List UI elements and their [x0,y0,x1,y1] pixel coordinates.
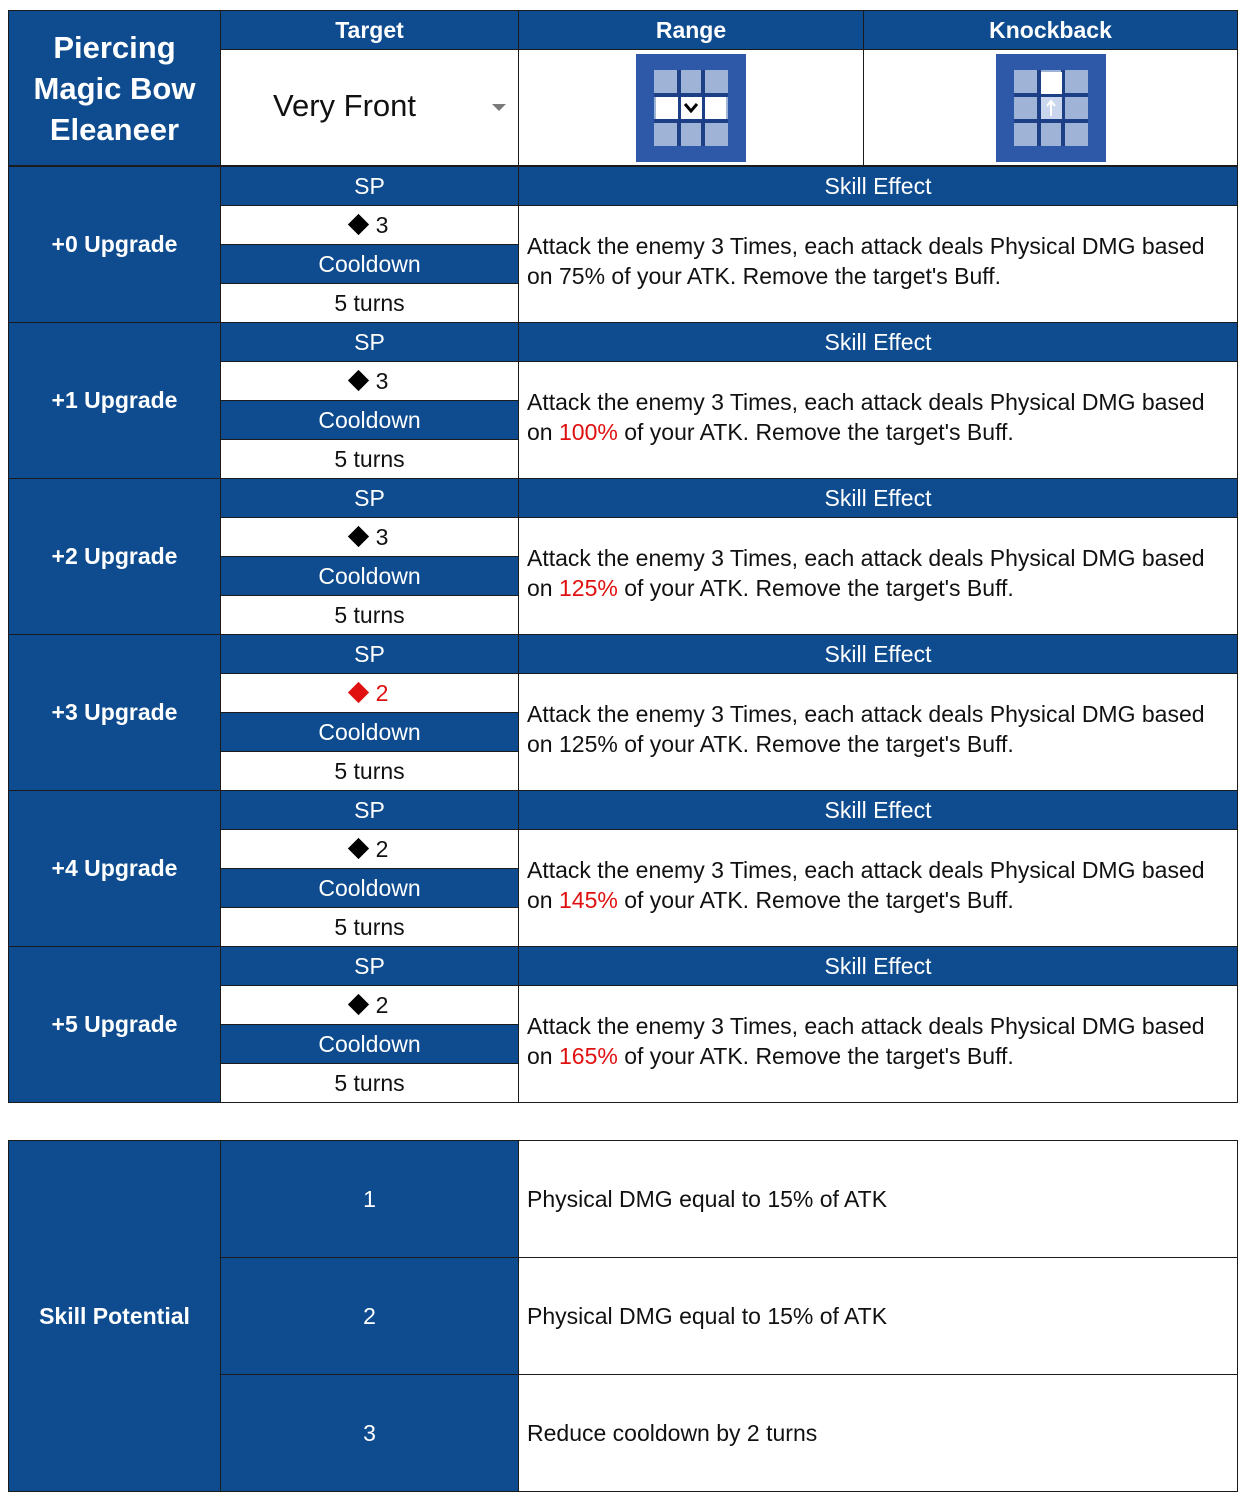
upgrade-label: +0 Upgrade [9,167,221,323]
sp-value [221,830,519,869]
cooldown-header: Cooldown [221,869,519,908]
target-header: Target [221,11,519,50]
upgrade-row [9,167,1238,206]
cooldown-value: 5 turns [221,1064,519,1103]
sp-diamond-icon [347,525,368,546]
skill-effect-header: Skill Effect [519,479,1238,518]
effect-text-post: of your ATK. Remove the target's Buff. [617,419,1014,445]
skill-name-line2: Magic Bow [33,70,196,106]
skill-effect-header: Skill Effect [519,323,1238,362]
upgrade-label: +1 Upgrade [9,323,221,479]
sp-header: SP [221,167,519,206]
potential-text: Physical DMG equal to 15% of ATK [519,1258,1238,1375]
sp-number: 3 [375,367,389,394]
skill-name-line1: Piercing [53,29,176,65]
cooldown-header: Cooldown [221,1025,519,1064]
range-cell [519,50,864,166]
skill-effect-text [519,986,1238,1103]
knockback-cell [864,50,1238,166]
knockback-header: Knockback [864,11,1238,50]
potential-text: Physical DMG equal to 15% of ATK [519,1141,1238,1258]
sp-diamond-icon [347,993,368,1014]
skill-effect-header: Skill Effect [519,167,1238,206]
sp-value [221,674,519,713]
sp-header: SP [221,791,519,830]
skill-name [9,11,221,166]
potential-table [8,1140,1238,1492]
sp-number: 3 [375,211,389,238]
sp-header: SP [221,479,519,518]
skill-name-line3: Eleaneer [49,111,180,147]
upgrade-row [9,323,1238,362]
grid-range-icon [636,54,746,162]
potential-number: 1 [221,1141,519,1258]
effect-text-pre: Attack the enemy 3 Times, each attack deals Physical DMG based on [527,857,1205,913]
range-header: Range [519,11,864,50]
effect-percent: 75% [558,263,606,289]
cooldown-header: Cooldown [221,245,519,284]
potential-number: 2 [221,1258,519,1375]
skill-effect-text [519,206,1238,323]
grid-knockback-icon [996,54,1106,162]
effect-percent: 100% [558,419,618,445]
cooldown-value: 5 turns [221,440,519,479]
sp-header: SP [221,635,519,674]
cooldown-header: Cooldown [221,557,519,596]
sp-value [221,518,519,557]
skill-effect-text [519,830,1238,947]
sp-number: 2 [375,835,389,862]
effect-text-pre: Attack the enemy 3 Times, each attack deals Physical DMG based on [527,701,1205,757]
skill-effect-text [519,674,1238,791]
target-dropdown[interactable] [221,50,519,166]
effect-percent: 125% [558,731,618,757]
dropdown-arrow-icon[interactable] [492,104,506,111]
upgrade-table [8,166,1238,1103]
potential-text: Reduce cooldown by 2 turns [519,1375,1238,1492]
effect-text-pre: Attack the enemy 3 Times, each attack deals Physical DMG based on [527,545,1205,601]
effect-percent: 125% [558,575,618,601]
upgrade-row [9,635,1238,674]
target-value: Very Front [273,88,416,123]
effect-text-pre: Attack the enemy 3 Times, each attack deals Physical DMG based on [527,233,1205,289]
sp-number: 2 [375,679,389,706]
cooldown-value: 5 turns [221,908,519,947]
cooldown-value: 5 turns [221,752,519,791]
effect-text-post: of your ATK. Remove the target's Buff. [617,731,1014,757]
cooldown-header: Cooldown [221,401,519,440]
skill-effect-text [519,518,1238,635]
sp-header: SP [221,947,519,986]
skill-effect-header: Skill Effect [519,791,1238,830]
sp-diamond-icon [347,681,368,702]
sp-diamond-icon [347,369,368,390]
sp-number: 2 [375,991,389,1018]
potential-number: 3 [221,1375,519,1492]
skill-table [8,10,1238,166]
upgrade-row [9,947,1238,986]
sp-value [221,986,519,1025]
upgrade-row [9,479,1238,518]
skill-effect-text [519,362,1238,479]
sp-value [221,362,519,401]
sp-diamond-icon [347,837,368,858]
upgrade-label: +4 Upgrade [9,791,221,947]
cooldown-value: 5 turns [221,284,519,323]
upgrade-row [9,791,1238,830]
effect-text-post: of your ATK. Remove the target's Buff. [617,887,1014,913]
sp-diamond-icon [347,213,368,234]
cooldown-header: Cooldown [221,713,519,752]
skill-effect-header: Skill Effect [519,947,1238,986]
effect-text-post: of your ATK. Remove the target's Buff. [617,575,1014,601]
effect-text-post: of your ATK. Remove the target's Buff. [617,1043,1014,1069]
effect-percent: 165% [558,1043,618,1069]
sp-value [221,206,519,245]
cooldown-value: 5 turns [221,596,519,635]
skill-effect-header: Skill Effect [519,635,1238,674]
effect-percent: 145% [558,887,618,913]
sp-header: SP [221,323,519,362]
skill-potential-label: Skill Potential [9,1141,221,1492]
potential-row [9,1141,1238,1258]
upgrade-label: +5 Upgrade [9,947,221,1103]
upgrade-label: +2 Upgrade [9,479,221,635]
effect-text-pre: Attack the enemy 3 Times, each attack deals Physical DMG based on [527,389,1205,445]
sp-number: 3 [375,523,389,550]
effect-text-pre: Attack the enemy 3 Times, each attack deals Physical DMG based on [527,1013,1205,1069]
effect-text-post: of your ATK. Remove the target's Buff. [605,263,1002,289]
upgrade-label: +3 Upgrade [9,635,221,791]
